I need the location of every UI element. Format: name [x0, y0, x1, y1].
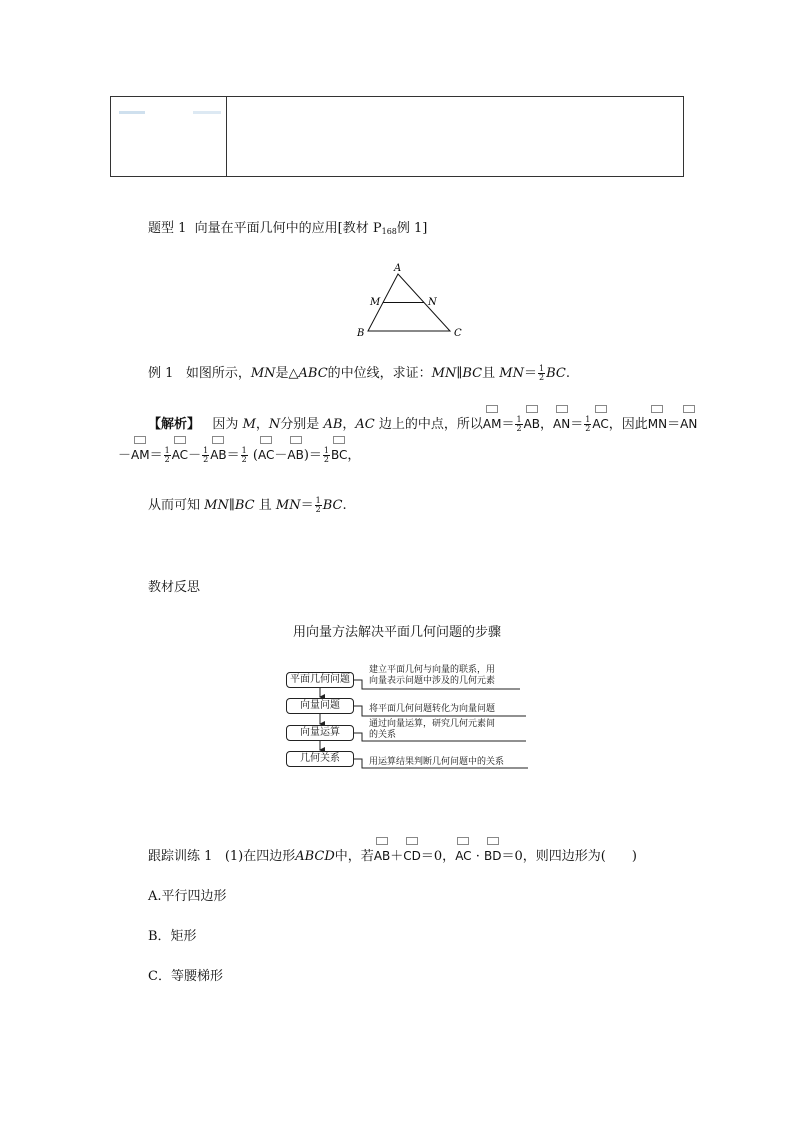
vector-ac: AC: [455, 846, 471, 866]
solution-tag: 【解析】: [148, 417, 201, 432]
vector-ab: AB: [287, 445, 303, 465]
flow-step-desc: 建立平面几何与向量的联系，用 向量表示问题中涉及的几何元素: [369, 665, 496, 686]
point-c-label: C: [454, 328, 462, 338]
flow-step-desc: 将平面几何问题转化为向量问题: [369, 704, 496, 714]
reflection-heading: 教材反思: [148, 580, 201, 595]
vector-am: AM: [483, 414, 502, 434]
section-label: 题型 1: [148, 221, 187, 236]
point-n-label: N: [428, 297, 437, 308]
vector-bc: BC: [331, 445, 347, 465]
triangle-figure: [350, 258, 470, 338]
solution-line-1: 【解析】 因为 M，N分别是 AB，AC 边上的中点，所以AM＝ $\frac{1}{2}$ AB，AN＝ $\frac{1}{2}$ AC，因此MN＝AN: [148, 415, 698, 433]
solution-line-2: －AM＝ $\frac{1}{2}$ AC－ $\frac{1}{2}$ AB＝ $\frac{1}{2}$ (AC－AB)＝ $\frac{1}{2}$ BC，: [118, 446, 361, 464]
flow-title: 用向量方法解决平面几何问题的步骤: [292, 625, 501, 640]
section-title: [148, 219, 427, 242]
example-statement: 例 1 如图所示，MN是△ABC的中位线，求证：MN∥BC且 MN＝ $\frac{1}{2}$ BC.: [148, 364, 570, 382]
solution-conclusion: 从而可知 MN∥BC 且 MN＝ $\frac{1}{2}$ BC.: [148, 496, 347, 514]
option-a[interactable]: A.平行四边形: [148, 889, 227, 904]
practice-question: 跟踪训练 1 (1)在四边形ABCD中，若AB＋CD＝0，AC · BD＝0，则四边形为( ): [148, 846, 637, 867]
vector-cd: CD: [403, 846, 421, 866]
vector-ac: AC: [172, 445, 188, 465]
section-text: 向量在平面几何中的应用[教材 P: [194, 221, 382, 236]
fraction-half: $\frac{1}{2}$: [538, 364, 545, 382]
vector-ab: AB: [374, 846, 390, 866]
point-b-label: B: [357, 328, 365, 338]
vector-ac: AC: [258, 445, 274, 465]
flow-step-box: 平面几何问题: [286, 672, 354, 688]
vector-ab: AB: [524, 414, 540, 434]
point-m-label: M: [370, 297, 381, 308]
option-c[interactable]: C．等腰梯形: [148, 969, 223, 984]
vector-am: AM: [131, 445, 150, 465]
point-a-label: A: [394, 263, 402, 274]
faded-mark: [119, 111, 145, 114]
section-suffix: 例 1]: [396, 221, 428, 236]
vector-ac: AC: [592, 414, 608, 434]
vector-mn: MN: [648, 414, 667, 434]
vector-an: AN: [680, 414, 697, 434]
faded-mark: [193, 111, 221, 114]
flow-step-desc: 通过向量运算，研究几何元素间 的关系: [369, 719, 496, 740]
vector-bd: BD: [484, 846, 501, 866]
flow-step-box: 几何关系: [286, 751, 354, 767]
flow-step-box: 向量运算: [286, 725, 354, 741]
vector-ab: AB: [210, 445, 226, 465]
page-subscript: 168: [381, 227, 397, 236]
flow-step-desc: 用运算结果判断几何问题中的关系: [369, 757, 505, 767]
header-table: [110, 96, 684, 177]
flow-step-box: 向量问题: [286, 698, 354, 714]
vector-an: AN: [553, 414, 570, 434]
option-b[interactable]: B．矩形: [148, 929, 197, 944]
table-divider: [226, 97, 227, 176]
